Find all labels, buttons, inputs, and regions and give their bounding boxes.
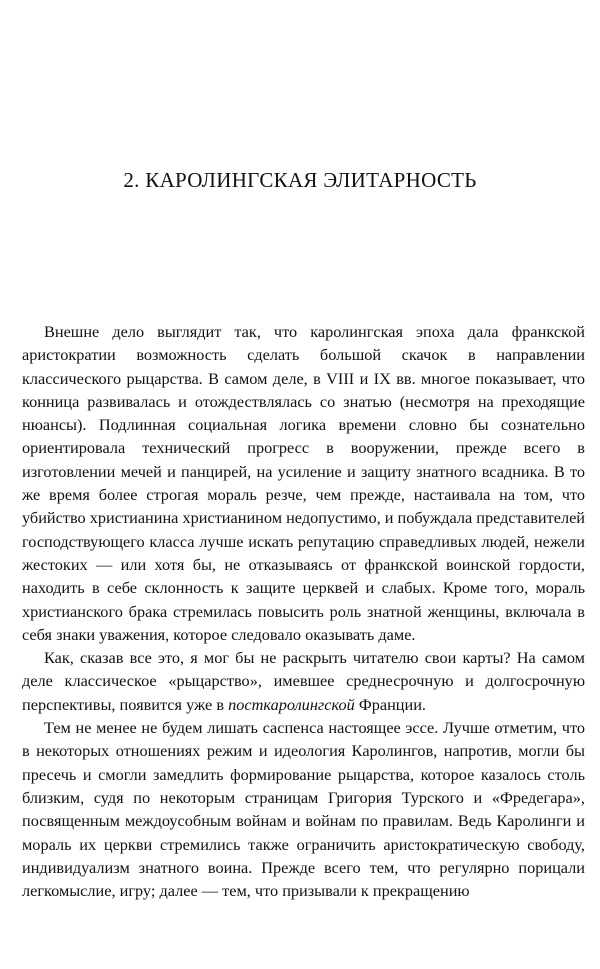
paragraph-2	[22, 646, 585, 716]
paragraph-2-before: Как, сказав все это, я мог бы не раскрыть читателю свои карты? На самом деле классическое «рыцарство», имевшее среднесрочную и долгосрочную перспективы, появится уже в	[22, 648, 585, 714]
paragraph-1: Внешне дело выглядит так, что каролингская эпоха дала франкской аристократии возможность сделать большой скачок в направлении классического рыцарства. В самом деле, в VIII и IX вв. многое показывает, что конница развивалась и отождествлялась со знатью (несмотря на преходящие нюансы). Подлинная социальная логика времени словно бы сознательно ориентировала технический прогресс в вооружении, прежде всего в изготовлении мечей и панцирей, на усиление и защиту знатного всадника. В то же время более строгая мораль резче, чем прежде, настаивала на том, что убийство христианина христианином недопустимо, и побуждала представителей господствующего класса лучше искать репутацию справедливых людей, нежели жестоких — или хотя бы, не отказываясь от франкской воинской гордости, находить в себе склонность к защите церквей и слабых. Кроме того, мораль христианского брака стремилась повысить роль знатной женщины, включала в себя знаки уважения, которое следовало оказывать даме.	[22, 322, 586, 644]
paragraph-3: Тем не менее не будем лишать саспенса настоящее эссе. Лучше отметим, что в некоторых отношениях режим и идеология Каролингов, напротив, могли бы пресечь и смогли замедлить формирование рыцарства, которое казалось столь близким, судя по некоторым страницам Григория Турского и «Фредегара», посвященным междоусобным войнам и войнам по правилам. Ведь Каролинги и мораль их церкви стремились также ограничить аристократическую свободу, индивидуализм знатного воина. Прежде всего тем, что регулярно порицали легкомыслие, игру; далее — тем, что призывали к прекращению	[22, 718, 585, 901]
paragraph-2-emphasis: посткаролингской	[228, 694, 355, 714]
chapter-title: 2. КАРОЛИНГСКАЯ ЭЛИТАРНОСТЬ	[123, 168, 477, 192]
body-text	[22, 320, 585, 902]
paragraph-2-after: Франции.	[354, 694, 426, 714]
